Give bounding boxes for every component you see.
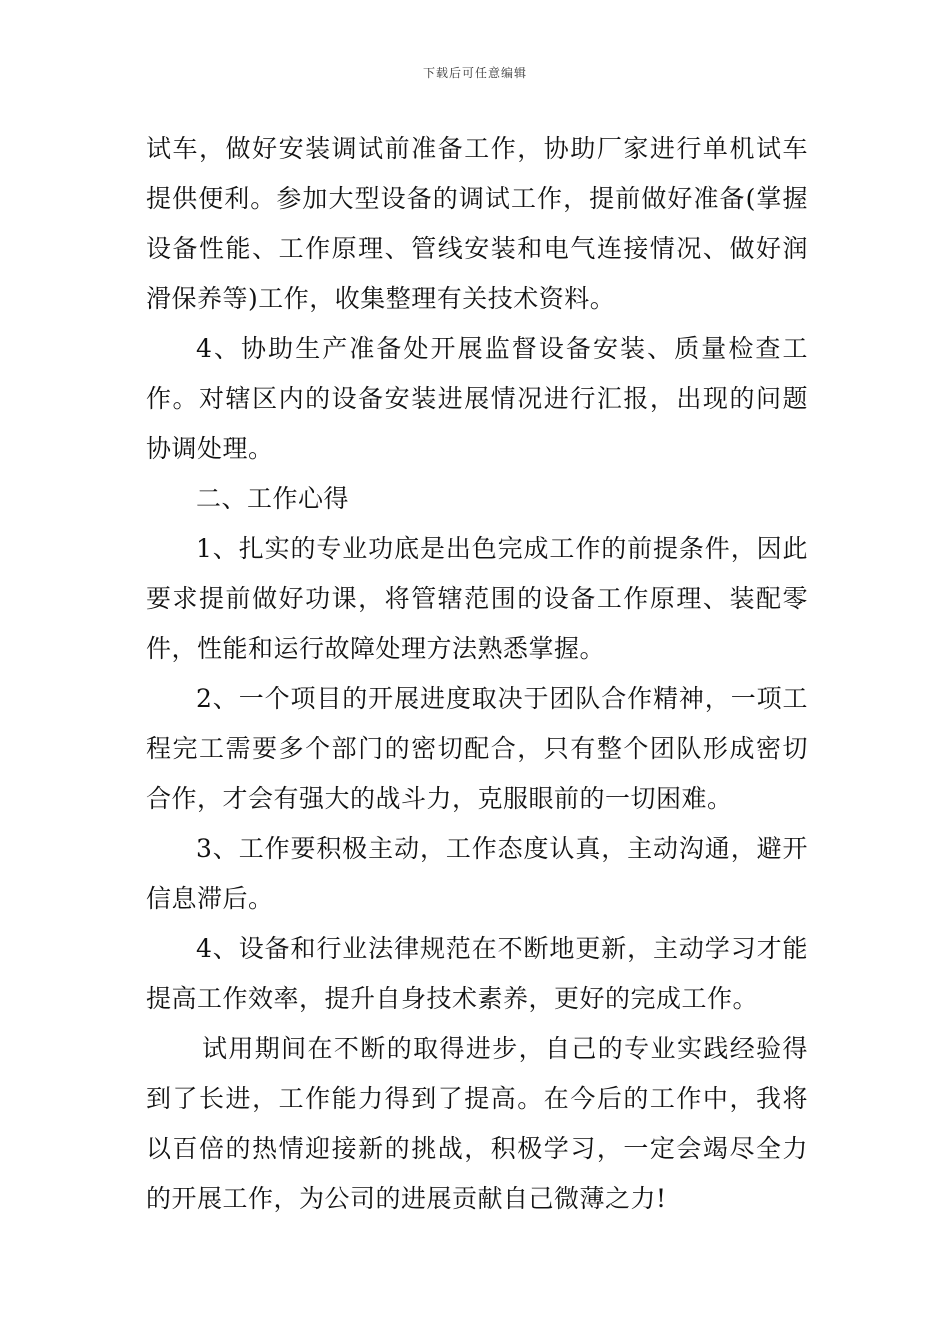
section-heading-work-insights: 二、工作心得 [196, 484, 350, 513]
paragraph-insight-2: 2、一个项目的开展进度取决于团队合作精神，一项工程完工需要多个部门的密切配合，只有整个团队形成密切合作，才会有强大的战斗力，克服眼前的一切困难。 [146, 684, 808, 813]
document-body [146, 124, 808, 1224]
paragraph-insight-3: 3、工作要积极主动，工作态度认真，主动沟通，避开信息滞后。 [146, 834, 808, 913]
paragraph-insight-4: 4、设备和行业法律规范在不断地更新，主动学习才能提高工作效率，提升自身技术素养，更好的完成工作。 [146, 934, 808, 1013]
paragraph-continuation: 试车，做好安装调试前准备工作，协助厂家进行单机试车提供便利。参加大型设备的调试工作，提前做好准备(掌握设备性能、工作原理、管线安装和电气连接情况、做好润滑保养等)工作，收集整理有关技术资料。 [146, 134, 808, 313]
paragraph-closing: 试用期间在不断的取得进步，自己的专业实践经验得到了长进，工作能力得到了提高。在今后的工作中，我将以百倍的热情迎接新的挑战，积极学习，一定会竭尽全力的开展工作，为公司的进展贡献自己微薄之力! [146, 1034, 808, 1213]
paragraph-insight-1: 1、扎实的专业功底是出色完成工作的前提条件，因此要求提前做好功课，将管辖范围的设备工作原理、装配零件，性能和运行故障处理方法熟悉掌握。 [146, 534, 808, 663]
paragraph-item-4-supervision: 4、协助生产准备处开展监督设备安装、质量检查工作。对辖区内的设备安装进展情况进行汇报，出现的问题协调处理。 [146, 334, 808, 463]
page-header-note: 下载后可任意编辑 [422, 66, 527, 80]
